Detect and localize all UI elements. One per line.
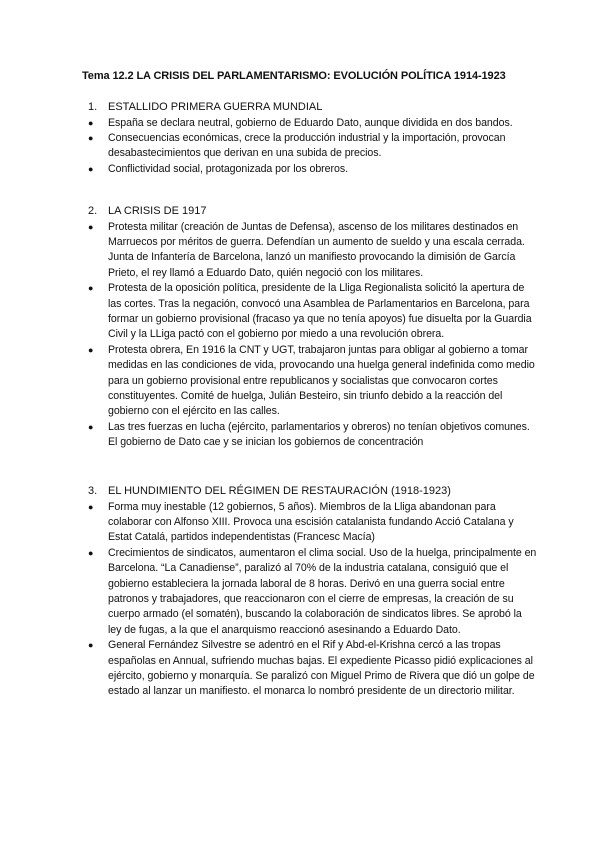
list-item: ● Crecimientos de sindicatos, aumentaron el clima social. Uso de la huelga, principalmente en Barcelona. “La Canadiense”, paralizó al 70% de la industria catalana, consiguió que el gobierno estableciera la jornada laboral de 8 horas. Derivó en una guerra social entre patronos y trabajadores, que reaccionaron con el cierre de empresas, la creación de su cuerpo armado (el somatén), buscando la colaboración de sindicatos libres. Se aprobó la ley de fugas, a la que el anarquismo reaccionó asesinando a Eduardo Dato.: [88, 546, 537, 636]
section-3: [82, 484, 538, 700]
section-number: 2.: [88, 205, 98, 217]
list-item: ● España se declara neutral, gobierno de Eduardo Dato, aunque dividida en dos bandos.: [82, 116, 538, 131]
section-2: [82, 204, 538, 451]
bullet-icon: ●: [88, 117, 94, 128]
section-number: 1.: [88, 101, 98, 113]
list-item: ● Forma muy inestable (12 gobiernos, 5 años). Miembros de la Lliga abandonan para colaborar con Alfonso XIII. Provoca una escisión catalanista fundando Acció Catalana y Estat Catalá, partidos independentistas (Francesc Macía): [88, 500, 514, 544]
section-heading: [82, 100, 538, 116]
bullet-icon: ●: [88, 421, 94, 432]
document-title: Tema 12.2 LA CRISIS DEL PARLAMENTARISMO: EVOLUCIÓN POLÍTICA 1914-1923: [82, 70, 506, 82]
bullet-icon: ●: [88, 132, 94, 143]
bullet-icon: ●: [88, 283, 94, 294]
list-item: ● Protesta obrera, En 1916 la CNT y UGT, trabajaron juntas para obligar al gobierno a tomar medidas en las condiciones de vida, provocando una huelga general indefinida como medio para un gobierno provisional entre republicanos y socialistas que convocaron cortes constituyentes. Comité de huelga, Julián Besteiro, sin triunfo debido a la reacción del gobierno con el ejército en las calles.: [88, 343, 535, 418]
bullet-icon: ●: [88, 221, 94, 232]
bullet-icon: ●: [88, 640, 94, 651]
bullet-list: [82, 220, 538, 451]
section-1: [82, 100, 538, 177]
bullet-icon: ●: [88, 344, 94, 355]
bullet-list: [82, 500, 538, 700]
bullet-list: [82, 116, 538, 178]
bullet-icon: ●: [88, 501, 94, 512]
bullet-icon: ●: [88, 547, 94, 558]
section-heading: [82, 484, 538, 500]
list-item: ● General Fernández Silvestre se adentró en el Rif y Abd-el-Krishna cercó a las tropas españolas en Annual, sufriendo muchas bajas. El expediente Picasso pidió explicaciones al ejército, gobierno y monarquía. Se paralizó con Miguel Primo de Rivera que dió un golpe de estado al lanzar un manifiesto. el monarca lo nombró presidente de un directorio militar.: [88, 639, 535, 698]
list-item: ● Conflictividad social, protagonizada por los obreros.: [82, 162, 538, 177]
list-item: ● Protesta de la oposición política, presidente de la Lliga Regionalista solicitó la apertura de las cortes. Tras la negación, convocó una Asamblea de Parlamentarios en Barcelona, para formar un gobierno provisional (fracaso ya que no tenía apoyos) fue disuelta por la Guardia Civil y la LLiga pactó con el gobierno por miedo a una revolución obrera.: [88, 282, 532, 341]
section-title: EL HUNDIMIENTO DEL RÉGIMEN DE RESTAURACIÓN (1918-1923): [108, 485, 451, 497]
section-title: ESTALLIDO PRIMERA GUERRA MUNDIAL: [108, 101, 323, 113]
section-title: LA CRISIS DE 1917: [108, 205, 207, 217]
list-item: ● Las tres fuerzas en lucha (ejército, parlamentarios y obreros) no tenían objetivos comunes. El gobierno de Dato cae y se inician los gobiernos de concentración: [88, 420, 530, 449]
list-item: ● Consecuencias económicas, crece la producción industrial y la importación, provocan desabastecimientos que derivan en una subida de precios.: [88, 131, 506, 160]
bullet-icon: ●: [88, 163, 94, 174]
list-item: ● Protesta militar (creación de Juntas de Defensa), ascenso de los militares destinados en Marruecos por méritos de guerra. Defendían un aumento de sueldo y una escala cerrada. Junta de Infantería de Barcelona, lanzó un manifiesto provocando la dimisión de García Prieto, el rey llamó a Eduardo Dato, quién negoció con los militares.: [88, 220, 525, 279]
section-number: 3.: [88, 485, 98, 497]
section-heading: [82, 204, 538, 220]
